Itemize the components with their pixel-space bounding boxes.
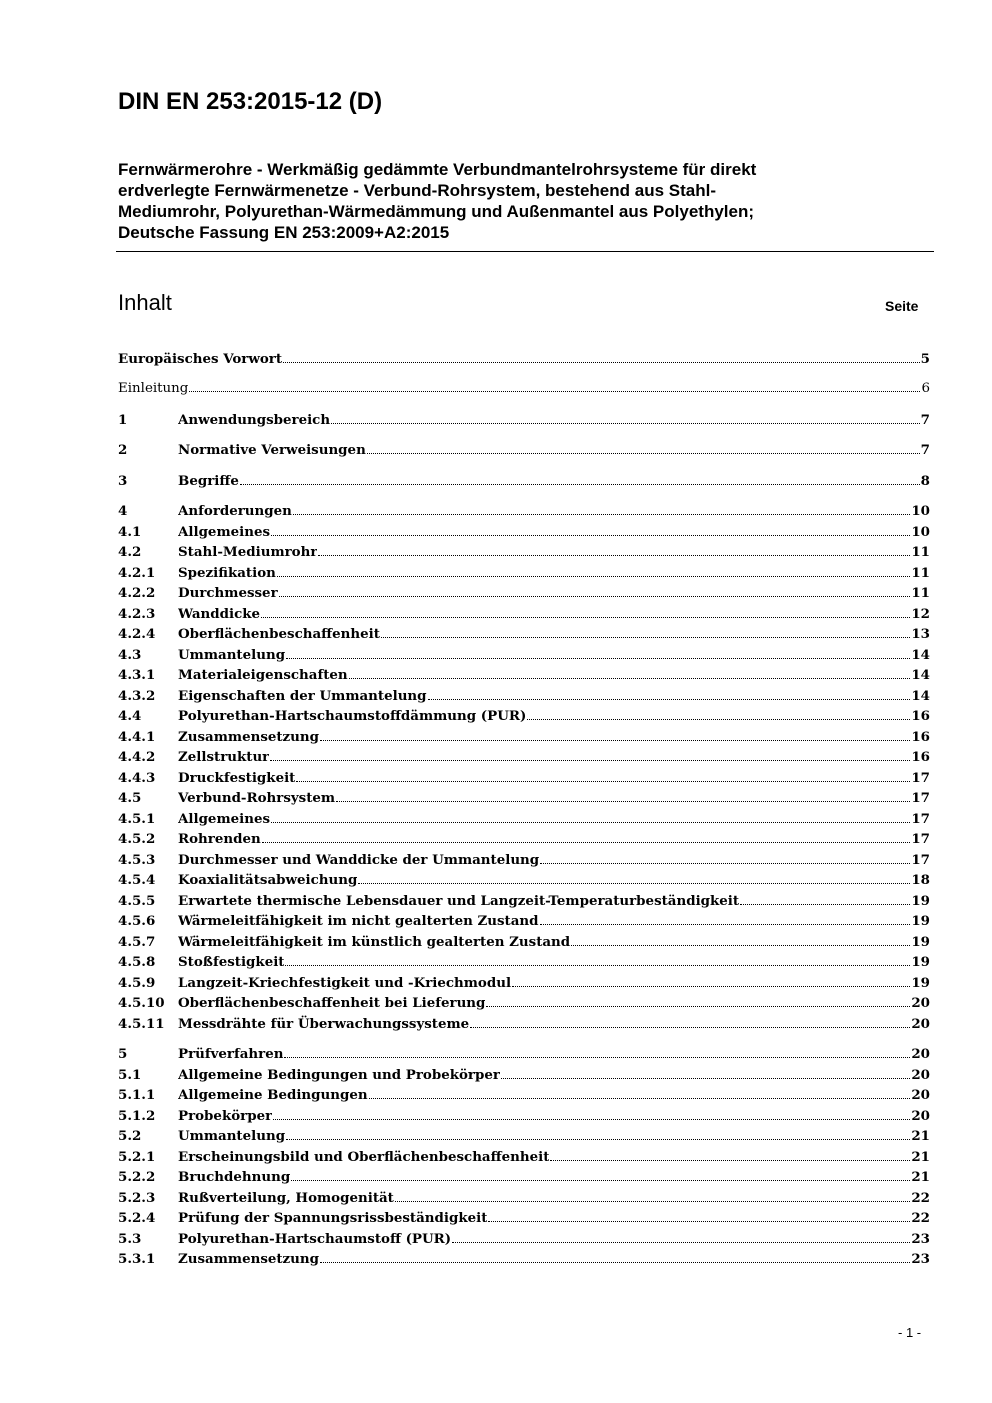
toc-entry[interactable] <box>118 604 930 624</box>
toc-entry-page: 21 <box>911 1149 930 1165</box>
toc-dot-leader <box>358 882 910 884</box>
toc-dot-leader <box>501 1077 910 1079</box>
toc-dot-leader <box>452 1241 910 1243</box>
toc-entry-title: Polyurethan-Hartschaumstoff (PUR) <box>178 1231 452 1247</box>
toc-entry-number: 4.5.2 <box>118 831 156 847</box>
toc-entry[interactable] <box>118 686 930 706</box>
toc-entry[interactable] <box>118 768 930 788</box>
toc-page-column-label: Seite <box>885 298 919 314</box>
toc-entry[interactable] <box>118 1085 930 1105</box>
toc-entry-page: 13 <box>911 626 930 642</box>
toc-entry-page: 23 <box>911 1251 930 1267</box>
toc-entry[interactable] <box>118 624 930 644</box>
toc-dot-leader <box>270 759 910 761</box>
toc-entry-number: 4.1 <box>118 524 142 540</box>
toc-entry-title: Prüfung der Spannungsrissbeständigkeit <box>178 1210 488 1226</box>
toc-entry-title: Rußverteilung, Homogenität <box>178 1190 394 1206</box>
toc-entry-number: 4.3.2 <box>118 688 156 704</box>
toc-dot-leader <box>512 985 910 987</box>
toc-entry-title: Zellstruktur <box>178 749 270 765</box>
toc-entry-title: Materialeigenschaften <box>178 667 348 683</box>
toc-entry[interactable] <box>118 809 930 829</box>
toc-entry-number: 4.5.3 <box>118 852 156 868</box>
toc-entry-page: 20 <box>911 1016 930 1032</box>
toc-entry-page: 19 <box>911 954 930 970</box>
toc-entry-page: 16 <box>911 729 930 745</box>
toc-dot-leader <box>296 780 910 782</box>
toc-entry-title: Einleitung <box>118 381 189 396</box>
toc-entry-title: Zusammensetzung <box>178 1251 320 1267</box>
toc-dot-leader <box>336 800 910 802</box>
toc-entry[interactable] <box>118 1065 930 1085</box>
toc-heading: Inhalt <box>118 290 172 315</box>
toc-entry-page: 16 <box>911 708 930 724</box>
toc-dot-leader <box>286 1138 910 1140</box>
toc-dot-leader <box>273 1118 910 1120</box>
toc-entry-number: 4.5.11 <box>118 1016 165 1032</box>
toc-dot-leader <box>488 1220 910 1222</box>
toc-entry[interactable] <box>118 1167 930 1187</box>
toc-entry[interactable] <box>118 665 930 685</box>
toc-entry-title: Eigenschaften der Ummantelung <box>178 688 427 704</box>
toc-entry[interactable] <box>118 788 930 808</box>
toc-entry-title: Wärmeleitfähigkeit im nicht gealterten Zustand <box>178 913 539 929</box>
toc-entry-title: Zusammensetzung <box>178 729 320 745</box>
toc-entry-number: 5.1 <box>118 1067 142 1083</box>
toc-entry[interactable] <box>118 440 930 460</box>
toc-entry-number: 2 <box>118 442 128 458</box>
toc-entry-page: 17 <box>911 790 930 806</box>
toc-entry-page: 17 <box>911 852 930 868</box>
toc-entry-number: 5.2.3 <box>118 1190 156 1206</box>
toc-entry-number: 5.1.2 <box>118 1108 156 1124</box>
toc-entry-title: Anforderungen <box>178 503 292 519</box>
toc-dot-leader <box>381 636 910 638</box>
toc-entry[interactable] <box>118 1208 930 1228</box>
toc-dot-leader <box>550 1159 910 1161</box>
toc-entry-page: 11 <box>911 585 930 601</box>
toc-entry-number: 4.2 <box>118 544 142 560</box>
toc-dot-leader <box>369 1097 911 1099</box>
page-number: - 1 - <box>898 1325 922 1340</box>
toc-entry[interactable] <box>118 952 930 972</box>
toc-dot-leader <box>271 534 910 536</box>
toc-entry[interactable] <box>118 727 930 747</box>
toc-entry-page: 14 <box>911 647 930 663</box>
toc-entry-page: 11 <box>911 544 930 560</box>
toc-entry[interactable] <box>118 993 930 1013</box>
toc-entry-number: 5.3 <box>118 1231 142 1247</box>
toc-entry-number: 4.2.2 <box>118 585 156 601</box>
toc-entry-page: 14 <box>911 667 930 683</box>
toc-entry[interactable] <box>118 379 930 399</box>
toc-dot-leader <box>279 595 911 597</box>
toc-dot-leader <box>331 422 920 424</box>
toc-entry-title: Wanddicke <box>178 606 261 622</box>
toc-entry-page: 11 <box>911 565 930 581</box>
toc-dot-leader <box>349 677 911 679</box>
toc-entry[interactable] <box>118 349 930 369</box>
toc-entry-number: 5.2.4 <box>118 1210 156 1226</box>
toc-entry-page: 23 <box>911 1231 930 1247</box>
toc-dot-leader <box>240 483 920 485</box>
toc-entry-page: 10 <box>911 524 930 540</box>
toc-entry-number: 4.3 <box>118 647 142 663</box>
toc-entry-page: 6 <box>921 381 930 396</box>
toc-entry-page: 19 <box>911 975 930 991</box>
toc-entry[interactable] <box>118 1106 930 1126</box>
toc-entry-title: Europäisches Vorwort <box>118 351 283 367</box>
toc-entry-page: 16 <box>911 749 930 765</box>
toc-entry[interactable] <box>118 747 930 767</box>
toc-entry-number: 3 <box>118 473 128 489</box>
toc-entry-title: Oberflächenbeschaffenheit bei Lieferung <box>178 995 486 1011</box>
toc-entry-title: Messdrähte für Überwachungssysteme <box>178 1016 470 1032</box>
toc-entry-title: Polyurethan-Hartschaumstoffdämmung (PUR) <box>178 708 527 724</box>
toc-entry[interactable] <box>118 522 930 542</box>
document-id: DIN EN 253:2015-12 (D) <box>118 88 383 115</box>
toc-dot-leader <box>428 698 911 700</box>
toc-entry-title: Bruchdehnung <box>178 1169 291 1185</box>
toc-entry-title: Druckfestigkeit <box>178 770 296 786</box>
toc-entry-page: 17 <box>911 770 930 786</box>
toc-dot-leader <box>271 821 910 823</box>
toc-entry-page: 22 <box>911 1190 930 1206</box>
toc-entry-number: 4.5.6 <box>118 913 156 929</box>
toc-entry[interactable] <box>118 1126 930 1146</box>
toc-entry-page: 19 <box>911 913 930 929</box>
toc-entry[interactable] <box>118 1014 930 1034</box>
toc-entry-page: 12 <box>911 606 930 622</box>
toc-dot-leader <box>262 841 911 843</box>
toc-entry-page: 19 <box>911 893 930 909</box>
toc-entry-page: 7 <box>920 442 930 458</box>
toc-entry[interactable] <box>118 1044 930 1064</box>
toc-entry-number: 4 <box>118 503 128 519</box>
toc-entry-number: 4.5 <box>118 790 142 806</box>
toc-entry-page: 19 <box>911 934 930 950</box>
toc-entry[interactable] <box>118 706 930 726</box>
toc-entry[interactable] <box>118 471 930 491</box>
toc-entry-title: Ummantelung <box>178 647 286 663</box>
toc-entry-page: 20 <box>911 1087 930 1103</box>
toc-entry-page: 22 <box>911 1210 930 1226</box>
toc-entry-title: Spezifikation <box>178 565 276 581</box>
toc-dot-leader <box>318 554 910 556</box>
toc-entry-page: 10 <box>911 503 930 519</box>
toc-entry-number: 5.3.1 <box>118 1251 156 1267</box>
toc-dot-leader <box>571 944 910 946</box>
toc-entry-title: Probekörper <box>178 1108 273 1124</box>
toc-entry-number: 5.2.1 <box>118 1149 156 1165</box>
toc-entry-page: 20 <box>911 995 930 1011</box>
toc-entry-number: 4.5.1 <box>118 811 156 827</box>
toc-entry-page: 8 <box>920 473 930 489</box>
toc-dot-leader <box>285 964 910 966</box>
toc-entry-number: 4.3.1 <box>118 667 156 683</box>
toc-entry[interactable] <box>118 1147 930 1167</box>
toc-entry-number: 4.4 <box>118 708 142 724</box>
toc-entry-title: Koaxialitätsabweichung <box>178 872 358 888</box>
toc-dot-leader <box>367 452 920 454</box>
toc-entry-page: 21 <box>911 1128 930 1144</box>
table-of-contents <box>118 0 930 1403</box>
toc-entry-title: Normative Verweisungen <box>178 442 366 458</box>
toc-dot-leader <box>395 1200 910 1202</box>
toc-entry-page: 20 <box>911 1108 930 1124</box>
toc-entry-number: 5 <box>118 1046 128 1062</box>
toc-entry-number: 5.1.1 <box>118 1087 156 1103</box>
toc-dot-leader <box>291 1179 910 1181</box>
toc-dot-leader <box>284 1056 910 1058</box>
toc-dot-leader <box>540 923 911 925</box>
toc-entry[interactable] <box>118 1249 930 1269</box>
toc-entry-title: Begriffe <box>178 473 239 489</box>
toc-entry-title: Ummantelung <box>178 1128 286 1144</box>
toc-dot-leader <box>293 513 910 515</box>
toc-entry[interactable] <box>118 829 930 849</box>
toc-entry-page: 7 <box>920 412 930 428</box>
toc-entry[interactable] <box>118 645 930 665</box>
toc-entry-number: 4.5.7 <box>118 934 156 950</box>
toc-dot-leader <box>527 718 910 720</box>
toc-entry-page: 5 <box>920 351 930 367</box>
toc-dot-leader <box>320 739 910 741</box>
toc-dot-leader <box>740 903 910 905</box>
toc-entry-page: 21 <box>911 1169 930 1185</box>
toc-entry-number: 4.2.1 <box>118 565 156 581</box>
toc-entry[interactable] <box>118 911 930 931</box>
toc-dot-leader <box>286 657 910 659</box>
toc-entry-title: Wärmeleitfähigkeit im künstlich gealterten Zustand <box>178 934 571 950</box>
toc-entry-title: Stoßfestigkeit <box>178 954 285 970</box>
toc-entry-number: 5.2.2 <box>118 1169 156 1185</box>
toc-entry-number: 4.4.2 <box>118 749 156 765</box>
toc-entry-number: 4.5.8 <box>118 954 156 970</box>
toc-dot-leader <box>470 1026 910 1028</box>
toc-entry-number: 1 <box>118 412 128 428</box>
toc-entry[interactable] <box>118 542 930 562</box>
toc-entry[interactable] <box>118 1229 930 1249</box>
toc-entry-title: Rohrenden <box>178 831 261 847</box>
toc-entry[interactable] <box>118 501 930 521</box>
toc-entry-page: 17 <box>911 811 930 827</box>
toc-entry-number: 4.5.9 <box>118 975 156 991</box>
toc-entry-title: Erwartete thermische Lebensdauer und Langzeit-Temperaturbeständigkeit <box>178 893 740 909</box>
toc-entry-number: 4.2.3 <box>118 606 156 622</box>
toc-entry-title: Durchmesser und Wanddicke der Ummantelung <box>178 852 540 868</box>
toc-entry[interactable] <box>118 932 930 952</box>
toc-entry-number: 4.4.1 <box>118 729 156 745</box>
toc-entry-title: Allgemeines <box>178 811 271 827</box>
toc-entry-title: Prüfverfahren <box>178 1046 284 1062</box>
toc-dot-leader <box>283 361 920 363</box>
toc-entry-number: 5.2 <box>118 1128 142 1144</box>
toc-entry[interactable] <box>118 973 930 993</box>
toc-entry-page: 20 <box>911 1046 930 1062</box>
toc-entry[interactable] <box>118 1188 930 1208</box>
toc-entry[interactable] <box>118 891 930 911</box>
toc-entry-page: 20 <box>911 1067 930 1083</box>
toc-entry-title: Verbund-Rohrsystem <box>178 790 336 806</box>
toc-dot-leader <box>320 1261 910 1263</box>
toc-entry[interactable] <box>118 850 930 870</box>
toc-entry-number: 4.5.10 <box>118 995 165 1011</box>
toc-entry-title: Langzeit-Kriechfestigkeit und -Kriechmodul <box>178 975 512 991</box>
toc-entry-number: 4.5.5 <box>118 893 156 909</box>
toc-entry[interactable] <box>118 583 930 603</box>
toc-entry-title: Stahl-Mediumrohr <box>178 544 318 560</box>
toc-entry-number: 4.5.4 <box>118 872 156 888</box>
toc-dot-leader <box>189 390 920 392</box>
toc-entry-page: 17 <box>911 831 930 847</box>
toc-entry[interactable] <box>118 563 930 583</box>
toc-entry-title: Allgemeines <box>178 524 271 540</box>
toc-entry[interactable] <box>118 870 930 890</box>
toc-entry-title: Anwendungsbereich <box>178 412 331 428</box>
toc-entry[interactable] <box>118 410 930 430</box>
toc-dot-leader <box>540 862 910 864</box>
toc-entry-page: 18 <box>911 872 930 888</box>
toc-entry-title: Oberflächenbeschaffenheit <box>178 626 380 642</box>
toc-entry-title: Durchmesser <box>178 585 278 601</box>
toc-entry-title: Erscheinungsbild und Oberflächenbeschaffenheit <box>178 1149 550 1165</box>
document-title: Fernwärmerohre - Werkmäßig gedämmte Verbundmantelrohrsysteme für direkt erdverlegte Fernwärmenetze - Verbund-Rohrsystem, bestehend aus Stahl- Mediumrohr, Polyurethan-Wärmedämmung und Außenmantel aus Polyethylen; Deutsche Fassung EN 253:2009+A2:2015 <box>118 160 757 242</box>
toc-entry-title: Allgemeine Bedingungen <box>178 1087 368 1103</box>
toc-entry-page: 14 <box>911 688 930 704</box>
toc-dot-leader <box>277 575 910 577</box>
toc-entry-title: Allgemeine Bedingungen und Probekörper <box>178 1067 500 1083</box>
toc-dot-leader <box>261 616 910 618</box>
toc-entry-number: 4.2.4 <box>118 626 156 642</box>
toc-entry-number: 4.4.3 <box>118 770 156 786</box>
toc-dot-leader <box>486 1005 910 1007</box>
